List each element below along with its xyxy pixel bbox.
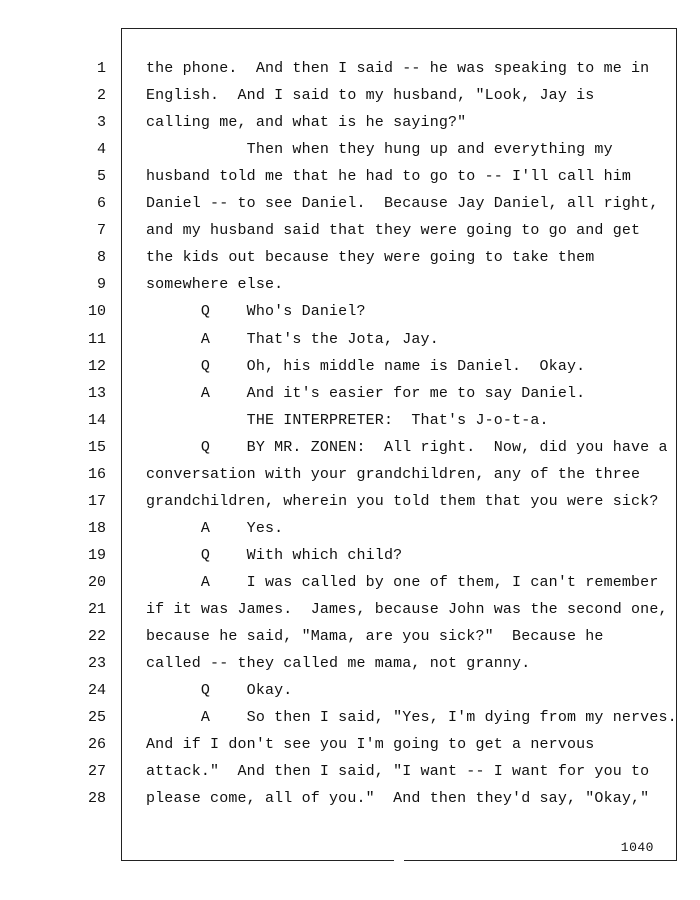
line-number: 28 — [87, 790, 106, 807]
line-number: 27 — [87, 763, 106, 780]
transcript-line: attack." And then I said, "I want -- I want for you to — [146, 763, 650, 780]
line-number: 20 — [87, 574, 106, 591]
transcript-line: THE INTERPRETER: That's J-o-t-a. — [146, 412, 549, 429]
transcript-line: Q Okay. — [146, 682, 293, 699]
transcript-line: Daniel -- to see Daniel. Because Jay Daniel, all right, — [146, 195, 659, 212]
transcript-line: Q With which child? — [146, 547, 403, 564]
line-number: 4 — [96, 141, 106, 158]
line-number: 12 — [87, 358, 106, 375]
line-number: 13 — [87, 385, 106, 402]
transcript-line: A That's the Jota, Jay. — [146, 331, 439, 348]
line-number: 19 — [87, 547, 106, 564]
transcript-line: A So then I said, "Yes, I'm dying from my nerves. — [146, 709, 677, 726]
line-number: 26 — [87, 736, 106, 753]
line-number: 5 — [96, 168, 106, 185]
line-number: 22 — [87, 628, 106, 645]
transcript-line: calling me, and what is he saying?" — [146, 114, 467, 131]
line-number: 3 — [96, 114, 106, 131]
line-number: 18 — [87, 520, 106, 537]
line-number: 16 — [87, 466, 106, 483]
transcript-line: A Yes. — [146, 520, 284, 537]
page-border-left — [121, 28, 122, 861]
line-number: 24 — [87, 682, 106, 699]
line-number: 2 — [96, 87, 106, 104]
page-number: 1040 — [620, 840, 654, 855]
line-number: 14 — [87, 412, 106, 429]
line-number: 17 — [87, 493, 106, 510]
line-number: 7 — [96, 222, 106, 239]
transcript-line: called -- they called me mama, not granny. — [146, 655, 531, 672]
transcript-line: Q BY MR. ZONEN: All right. Now, did you have a — [146, 439, 668, 456]
line-number: 21 — [87, 601, 106, 618]
line-number: 9 — [96, 276, 106, 293]
transcript-line: please come, all of you." And then they'd say, "Okay," — [146, 790, 650, 807]
transcript-line: husband told me that he had to go to -- I'll call him — [146, 168, 632, 185]
page-border-top — [121, 28, 677, 29]
transcript-line: somewhere else. — [146, 276, 284, 293]
transcript-line: and my husband said that they were going to go and get — [146, 222, 641, 239]
line-number: 15 — [87, 439, 106, 456]
line-number: 1 — [96, 60, 106, 77]
transcript-line: A And it's easier for me to say Daniel. — [146, 385, 586, 402]
transcript-line: because he said, "Mama, are you sick?" Because he — [146, 628, 604, 645]
line-number: 11 — [87, 331, 106, 348]
line-number: 23 — [87, 655, 106, 672]
page-border-bottom-left — [121, 860, 394, 861]
transcript-line: And if I don't see you I'm going to get a nervous — [146, 736, 595, 753]
transcript-line: English. And I said to my husband, "Look, Jay is — [146, 87, 595, 104]
transcript-line: if it was James. James, because John was the second one, — [146, 601, 668, 618]
line-number: 10 — [87, 303, 106, 320]
transcript-line: Then when they hung up and everything my — [146, 141, 613, 158]
transcript-line: Q Who's Daniel? — [146, 303, 366, 320]
transcript-line: Q Oh, his middle name is Daniel. Okay. — [146, 358, 586, 375]
page-border-right — [676, 28, 677, 861]
transcript-line: the phone. And then I said -- he was speaking to me in — [146, 60, 650, 77]
page-border-bottom-right — [404, 860, 677, 861]
transcript-line: conversation with your grandchildren, any of the three — [146, 466, 641, 483]
line-number: 25 — [87, 709, 106, 726]
transcript-line: grandchildren, wherein you told them that you were sick? — [146, 493, 659, 510]
line-number: 8 — [96, 249, 106, 266]
transcript-line: the kids out because they were going to take them — [146, 249, 595, 266]
transcript-line: A I was called by one of them, I can't remember — [146, 574, 659, 591]
line-number: 6 — [96, 195, 106, 212]
